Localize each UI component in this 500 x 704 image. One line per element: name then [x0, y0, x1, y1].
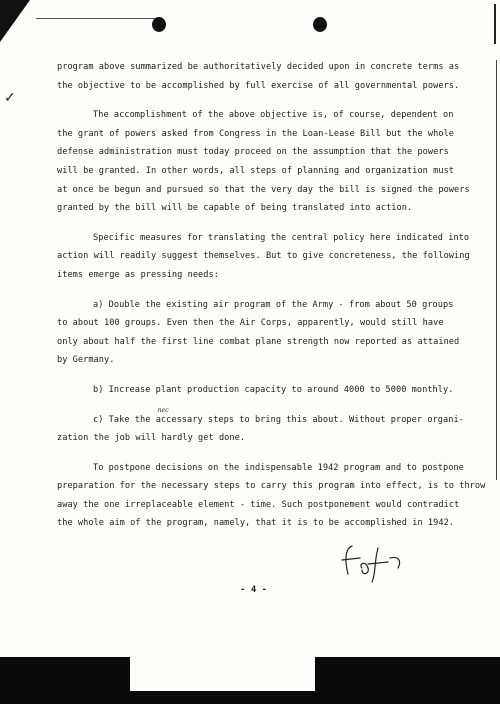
scan-corner-shadow	[0, 0, 30, 42]
text-line: away the one irreplaceable element - time. Such postponement would contradict	[57, 499, 460, 510]
text-line: the objective to be accomplished by full exercise of all governmental powers.	[57, 80, 460, 91]
document-body	[57, 58, 486, 544]
margin-check-mark: ✓	[4, 90, 16, 106]
scan-bottom-gap	[130, 657, 315, 691]
correction-insert: nec	[157, 406, 169, 414]
text-line: program above summarized be authoritatively decided upon in concrete terms as	[57, 62, 460, 72]
item-c	[57, 406, 467, 448]
scan-bottom-border	[0, 657, 500, 704]
text-line: action will readily suggest themselves. But to give concreteness, the following	[57, 251, 470, 262]
punch-hole-right	[313, 17, 327, 32]
text-line: a) Double the existing air program of the Army - from about 50 groups	[93, 299, 454, 310]
text-line: only about half the first line combat plane strength now reported as attained	[57, 336, 460, 347]
text-line: at once be begun and pursued so that the very day the bill is signed the powers	[57, 184, 470, 195]
text-line	[57, 406, 467, 430]
handwritten-signature	[338, 538, 418, 588]
scan-edge-line	[36, 18, 156, 19]
page-number: - 4 -	[240, 585, 268, 595]
text-line: b) Increase plant production capacity to around 4000 to 5000 monthly.	[93, 384, 454, 395]
text-line: zation the job will hardly get done.	[57, 433, 246, 444]
text-line: preparation for the necessary steps to carry this program into effect, is to throw	[57, 481, 486, 492]
text-line: Specific measures for translating the central policy here indicated into	[93, 232, 470, 243]
scan-edge-mark	[464, 4, 496, 44]
text-line: The accomplishment of the above objective is, of course, dependent on	[93, 110, 454, 121]
text-line: items emerge as pressing needs:	[57, 269, 219, 280]
scan-edge-right	[496, 60, 497, 480]
text-line: To postpone decisions on the indispensable 1942 program and to postpone	[93, 462, 464, 473]
text-fragment: c) Take the	[93, 414, 156, 425]
text-fragment: steps to bring this about. Without proper organi-	[202, 414, 464, 425]
text-line: the grant of powers asked from Congress in the Loan-Lease Bill but the whole	[57, 128, 455, 139]
paragraph-3	[57, 229, 470, 285]
item-a	[57, 296, 467, 370]
paragraph-1	[57, 58, 467, 95]
handwritten-correction	[155, 406, 203, 430]
paragraph-2	[57, 106, 470, 218]
text-line: by Germany.	[57, 355, 115, 366]
text-line: will be granted. In other words, all steps of planning and organization must	[57, 165, 455, 176]
text-line: granted by the bill will be capable of being translated into action.	[57, 203, 413, 214]
paragraph-closing	[57, 459, 486, 533]
text-line: to about 100 groups. Even then the Air Corps, apparently, would still have	[57, 318, 444, 329]
corrected-word: accessary	[155, 414, 203, 425]
punch-hole-left	[152, 17, 166, 32]
text-line: the whole aim of the program, namely, that it is to be accomplished in 1942.	[57, 518, 455, 529]
item-b	[57, 381, 467, 400]
text-line: defense administration must today proceed on the assumption that the powers	[57, 147, 449, 158]
